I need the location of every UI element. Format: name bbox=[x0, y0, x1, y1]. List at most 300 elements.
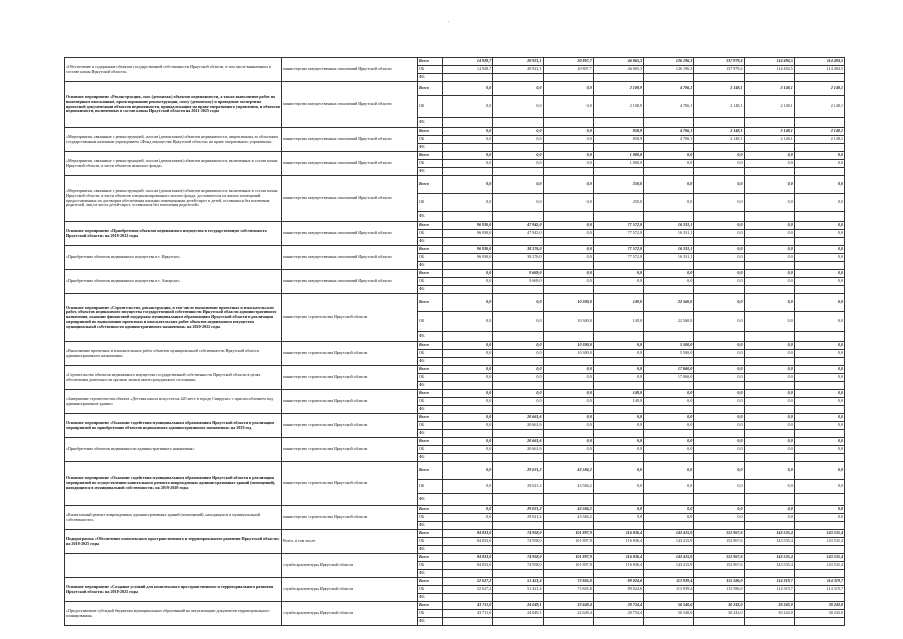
amount-cell: 0,0 bbox=[644, 506, 694, 514]
amount-cell: 0,0 bbox=[443, 294, 493, 312]
amount-cell bbox=[644, 238, 694, 246]
amount-cell: 2 148,1 bbox=[694, 82, 744, 96]
amount-cell: 0,0 bbox=[443, 312, 493, 332]
amount-cell bbox=[443, 168, 493, 176]
amount-cell bbox=[493, 546, 543, 554]
executor-name: министерство строительства Иркутской области bbox=[282, 438, 418, 462]
amount-cell: 2 148,1 bbox=[794, 82, 844, 96]
amount-cell bbox=[644, 358, 694, 366]
amount-cell bbox=[593, 118, 643, 128]
amount-cell: 29 021,2 bbox=[493, 514, 543, 522]
executor-name: министерство имущественных отношений Иркутской области bbox=[282, 152, 418, 176]
funding-source: Всего bbox=[418, 176, 443, 194]
amount-cell bbox=[443, 74, 493, 82]
amount-cell: 126 196,3 bbox=[644, 58, 694, 66]
amount-cell: 22 560,0 bbox=[644, 294, 694, 312]
amount-cell: 4 706,1 bbox=[644, 96, 694, 118]
amount-cell bbox=[493, 522, 543, 530]
amount-cell: 96 930,0 bbox=[443, 230, 493, 238]
amount-cell: 0,0 bbox=[744, 438, 794, 446]
amount-cell: 149,0 bbox=[593, 294, 643, 312]
table-row bbox=[65, 390, 845, 398]
amount-cell: 0,0 bbox=[694, 294, 744, 312]
amount-cell: 0,0 bbox=[694, 342, 744, 350]
activity-name: «Выполнение проектных и изыскательских работ объектов муниципальной собственности Иркутской области административного назначения» bbox=[65, 342, 282, 366]
amount-cell: 0,0 bbox=[744, 270, 794, 278]
amount-cell: 2 148,1 bbox=[794, 96, 844, 118]
amount-cell: 0,0 bbox=[593, 514, 643, 522]
amount-cell: 0,0 bbox=[493, 136, 543, 144]
amount-cell: 0,0 bbox=[493, 374, 543, 382]
executor-name: министерство строительства Иркутской области bbox=[282, 390, 418, 414]
amount-cell bbox=[744, 406, 794, 414]
amount-cell bbox=[493, 430, 543, 438]
amount-cell: 0,0 bbox=[493, 342, 543, 350]
amount-cell bbox=[493, 286, 543, 294]
executor-name: министерство строительства Иркутской области bbox=[282, 462, 418, 506]
amount-cell bbox=[794, 74, 844, 82]
funding-source: ФБ bbox=[418, 570, 443, 578]
amount-cell: 143 535,4 bbox=[794, 562, 844, 570]
amount-cell: 30 243,0 bbox=[794, 610, 844, 618]
amount-cell: 2 148,1 bbox=[744, 136, 794, 144]
amount-cell: 0,0 bbox=[543, 390, 593, 398]
amount-cell: 0,0 bbox=[744, 398, 794, 406]
amount-cell: 38 276,0 bbox=[493, 246, 543, 254]
amount-cell bbox=[644, 618, 694, 626]
table-row bbox=[65, 462, 845, 480]
amount-cell: 0,0 bbox=[644, 414, 694, 422]
funding-source: ФБ bbox=[418, 212, 443, 222]
amount-cell bbox=[794, 430, 844, 438]
amount-cell bbox=[794, 406, 844, 414]
amount-cell: 101 897,9 bbox=[543, 538, 593, 546]
amount-cell: 56 540,6 bbox=[644, 610, 694, 618]
amount-cell bbox=[694, 430, 744, 438]
amount-cell: 152 967,6 bbox=[694, 538, 744, 546]
executor-name: служба архитектуры Иркутской области bbox=[282, 554, 418, 578]
amount-cell: 0,0 bbox=[794, 506, 844, 514]
amount-cell bbox=[593, 358, 643, 366]
amount-cell: 0,0 bbox=[744, 390, 794, 398]
amount-cell: 0,0 bbox=[443, 342, 493, 350]
amount-cell bbox=[593, 212, 643, 222]
amount-cell bbox=[543, 430, 593, 438]
table-row bbox=[65, 176, 845, 194]
amount-cell bbox=[593, 494, 643, 506]
activity-name: «Предоставление субсидий бюджетам муниципальных образований на актуализацию документов территориального планирования» bbox=[65, 602, 282, 626]
amount-cell: 0,0 bbox=[794, 270, 844, 278]
amount-cell: 0,0 bbox=[443, 350, 493, 358]
executor-name: министерство строительства Иркутской области bbox=[282, 342, 418, 366]
amount-cell bbox=[694, 406, 744, 414]
amount-cell: 43 584,2 bbox=[543, 480, 593, 494]
amount-cell bbox=[794, 238, 844, 246]
amount-cell bbox=[443, 358, 493, 366]
amount-cell bbox=[744, 570, 794, 578]
amount-cell bbox=[443, 238, 493, 246]
amount-cell: 0,0 bbox=[443, 278, 493, 286]
amount-cell bbox=[443, 546, 493, 554]
amount-cell: 0,0 bbox=[443, 128, 493, 136]
amount-cell bbox=[543, 74, 593, 82]
amount-cell bbox=[744, 168, 794, 176]
funding-source: ОБ bbox=[418, 136, 443, 144]
amount-cell: 0,0 bbox=[744, 462, 794, 480]
amount-cell bbox=[593, 332, 643, 342]
amount-cell bbox=[794, 546, 844, 554]
executor-name: министерство имущественных отношений Иркутской области bbox=[282, 222, 418, 246]
amount-cell bbox=[794, 570, 844, 578]
funding-source: Всего bbox=[418, 222, 443, 230]
activity-name bbox=[65, 554, 282, 578]
amount-cell bbox=[744, 332, 794, 342]
funding-source: Всего bbox=[418, 82, 443, 96]
amount-cell bbox=[543, 406, 593, 414]
executor-name: министерство строительства Иркутской области bbox=[282, 366, 418, 390]
amount-cell: 0,0 bbox=[543, 152, 593, 160]
amount-cell: 2 148,1 bbox=[794, 128, 844, 136]
amount-cell bbox=[443, 118, 493, 128]
amount-cell bbox=[744, 454, 794, 462]
amount-cell: 16 331,1 bbox=[644, 254, 694, 262]
amount-cell bbox=[794, 332, 844, 342]
amount-cell: 0,0 bbox=[543, 230, 593, 238]
funding-source: ФБ bbox=[418, 546, 443, 554]
table-row bbox=[65, 58, 845, 66]
amount-cell: 0,0 bbox=[794, 480, 844, 494]
funding-source: ФБ bbox=[418, 454, 443, 462]
activity-name: Подпрограмма «Обеспечение комплексного пространственного и территориального развития Иркутской области» на 2018-2025 годы bbox=[65, 530, 282, 554]
table-row bbox=[65, 578, 845, 586]
amount-cell: 20 921,1 bbox=[493, 66, 543, 74]
funding-source: Всего bbox=[418, 342, 443, 350]
table-row bbox=[65, 342, 845, 350]
amount-cell: 17 060,0 bbox=[644, 374, 694, 382]
amount-cell: 0,0 bbox=[443, 270, 493, 278]
amount-cell: 0,0 bbox=[493, 152, 543, 160]
funding-source: ОБ bbox=[418, 586, 443, 594]
amount-cell: 0,0 bbox=[493, 128, 543, 136]
funding-source: ОБ bbox=[418, 374, 443, 382]
amount-cell: 114 494,5 bbox=[744, 58, 794, 66]
amount-cell: 101 897,9 bbox=[543, 562, 593, 570]
amount-cell: 96 930,0 bbox=[443, 222, 493, 230]
funding-source: Всего bbox=[418, 246, 443, 254]
amount-cell: 20 921,1 bbox=[493, 58, 543, 66]
funding-source: ОБ bbox=[418, 538, 443, 546]
amount-cell: 116 836,4 bbox=[593, 530, 643, 538]
amount-cell: 143 535,4 bbox=[744, 538, 794, 546]
amount-cell: 20 661,6 bbox=[493, 414, 543, 422]
table-row bbox=[65, 530, 845, 538]
amount-cell bbox=[694, 358, 744, 366]
amount-cell: 0,0 bbox=[593, 446, 643, 454]
executor-name: министерство имущественных отношений Иркутской области bbox=[282, 246, 418, 270]
amount-cell: 0,0 bbox=[644, 438, 694, 446]
funding-source: ОБ bbox=[418, 562, 443, 570]
funding-source: Всего bbox=[418, 414, 443, 422]
amount-cell: 0,0 bbox=[443, 96, 493, 118]
amount-cell bbox=[744, 594, 794, 602]
amount-cell bbox=[543, 382, 593, 390]
amount-cell: 0,0 bbox=[443, 462, 493, 480]
amount-cell: 0,0 bbox=[694, 480, 744, 494]
amount-cell: 77 572,0 bbox=[593, 254, 643, 262]
table-row bbox=[65, 128, 845, 136]
amount-cell bbox=[443, 286, 493, 294]
amount-cell: 0,0 bbox=[593, 414, 643, 422]
amount-cell bbox=[694, 570, 744, 578]
amount-cell: 115 586,0 bbox=[694, 578, 744, 586]
amount-cell: 0,0 bbox=[443, 136, 493, 144]
amount-cell bbox=[493, 144, 543, 152]
amount-cell: 0,0 bbox=[794, 230, 844, 238]
amount-cell bbox=[593, 168, 643, 176]
funding-source: Всего bbox=[418, 578, 443, 586]
funding-source: ОБ bbox=[418, 514, 443, 522]
amount-cell bbox=[694, 522, 744, 530]
amount-cell: 77 572,0 bbox=[593, 246, 643, 254]
budget-table-body bbox=[65, 58, 845, 626]
amount-cell: 0,0 bbox=[644, 398, 694, 406]
amount-cell: 0,0 bbox=[744, 374, 794, 382]
amount-cell: 0,0 bbox=[744, 294, 794, 312]
amount-cell: 0,0 bbox=[694, 278, 744, 286]
amount-cell: 0,0 bbox=[794, 446, 844, 454]
amount-cell: 10 300,0 bbox=[543, 342, 593, 350]
funding-source: Всего bbox=[418, 152, 443, 160]
amount-cell bbox=[694, 494, 744, 506]
amount-cell: 0,0 bbox=[744, 176, 794, 194]
amount-cell bbox=[694, 454, 744, 462]
amount-cell: 0,0 bbox=[694, 462, 744, 480]
amount-cell: 89 024,6 bbox=[593, 578, 643, 586]
activity-name: «Мероприятия, связанные с реконструкцией, сносом (демонтажем) объектов недвижимости, включенных в состав казны Иркутской области, в части объектов специализированного жилого фонда, доставшегося из жилых помещений, предоставленных по договорам обеспечения жилыми помещениями детей-сирот и детей, оставшихся без попечения родителей, лиц из числа детей-сирот, оставшихся без попечения родителей» bbox=[65, 176, 282, 222]
funding-source: ФБ bbox=[418, 168, 443, 176]
amount-cell bbox=[744, 118, 794, 128]
amount-cell: 0,0 bbox=[694, 246, 744, 254]
amount-cell: 4 706,1 bbox=[644, 128, 694, 136]
executor-name: министерство имущественных отношений Иркутской области bbox=[282, 58, 418, 82]
amount-cell: 20 661,6 bbox=[493, 422, 543, 430]
amount-cell bbox=[593, 238, 643, 246]
executor-name: служба архитектуры Иркутской области bbox=[282, 602, 418, 626]
amount-cell bbox=[493, 494, 543, 506]
amount-cell: 0,0 bbox=[443, 366, 493, 374]
amount-cell: 0,0 bbox=[694, 270, 744, 278]
amount-cell: 0,0 bbox=[543, 136, 593, 144]
amount-cell: 143 535,4 bbox=[794, 538, 844, 546]
funding-source: ОБ bbox=[418, 278, 443, 286]
amount-cell bbox=[543, 212, 593, 222]
amount-cell: 10 300,0 bbox=[543, 350, 593, 358]
amount-cell: 0,0 bbox=[744, 506, 794, 514]
amount-cell: 0,0 bbox=[794, 366, 844, 374]
table-row bbox=[65, 602, 845, 610]
amount-cell bbox=[744, 144, 794, 152]
amount-cell: 116 836,4 bbox=[593, 554, 643, 562]
amount-cell bbox=[493, 212, 543, 222]
amount-cell: 0,0 bbox=[644, 422, 694, 430]
amount-cell bbox=[694, 262, 744, 270]
amount-cell: 43 711,0 bbox=[443, 602, 493, 610]
amount-cell: 0,0 bbox=[493, 82, 543, 96]
amount-cell bbox=[593, 522, 643, 530]
amount-cell: 0,0 bbox=[794, 160, 844, 168]
activity-name: «Капитальный ремонт поврежденных административных зданий (помещений), находящихся в муниципальной собственности» bbox=[65, 506, 282, 530]
amount-cell: 0,0 bbox=[493, 350, 543, 358]
funding-source: ФБ bbox=[418, 286, 443, 294]
amount-cell: 0,0 bbox=[543, 222, 593, 230]
executor-name: министерство строительства Иркутской области bbox=[282, 506, 418, 530]
amount-cell: 29 021,2 bbox=[493, 480, 543, 494]
amount-cell: 47 945,0 bbox=[493, 222, 543, 230]
activity-name: Основное мероприятие «Реконструкция, снос (демонтаж) объектов недвижимости, а также выполнение работ по инженерным изысканиям, проектированию реконструкции, сносу (демонтажу) и проведение экспертизы проектной документации объектов недвижимости, принадлежащих на праве оперативного управления, и объектов недвижимости, включенных в состав казны Иркутской области на 2021-2025 годы bbox=[65, 82, 282, 128]
amount-cell: 43 584,2 bbox=[543, 514, 593, 522]
amount-cell: 152 967,6 bbox=[694, 554, 744, 562]
amount-cell: 4 706,1 bbox=[644, 82, 694, 96]
amount-cell: 0,0 bbox=[593, 438, 643, 446]
funding-source: ФБ bbox=[418, 118, 443, 128]
amount-cell: 0,0 bbox=[694, 222, 744, 230]
amount-cell bbox=[443, 406, 493, 414]
amount-cell: 0,0 bbox=[543, 194, 593, 212]
amount-cell: 30 243,0 bbox=[694, 610, 744, 618]
amount-cell: 0,0 bbox=[443, 506, 493, 514]
amount-cell: 20 807,7 bbox=[543, 58, 593, 66]
amount-cell bbox=[644, 594, 694, 602]
amount-cell: 16 331,1 bbox=[644, 246, 694, 254]
amount-cell: 101 897,9 bbox=[543, 530, 593, 538]
amount-cell: 0,0 bbox=[794, 350, 844, 358]
amount-cell: 0,0 bbox=[443, 398, 493, 406]
funding-source: ОБ bbox=[418, 254, 443, 262]
budget-table bbox=[64, 57, 845, 626]
amount-cell: 29 021,2 bbox=[493, 462, 543, 480]
amount-cell: 0,0 bbox=[543, 398, 593, 406]
amount-cell: 9 669,0 bbox=[493, 278, 543, 286]
amount-cell: 149,0 bbox=[593, 390, 643, 398]
amount-cell: 0,0 bbox=[794, 246, 844, 254]
amount-cell: 0,0 bbox=[744, 446, 794, 454]
amount-cell: 51 421,4 bbox=[493, 578, 543, 586]
table-row bbox=[65, 506, 845, 514]
amount-cell bbox=[794, 454, 844, 462]
amount-cell: 0,0 bbox=[744, 230, 794, 238]
amount-cell bbox=[644, 168, 694, 176]
amount-cell bbox=[644, 212, 694, 222]
amount-cell: 0,0 bbox=[443, 374, 493, 382]
amount-cell: 0,0 bbox=[744, 254, 794, 262]
amount-cell: 0,0 bbox=[644, 462, 694, 480]
amount-cell: 4 706,1 bbox=[644, 136, 694, 144]
amount-cell: 0,0 bbox=[543, 438, 593, 446]
amount-cell bbox=[644, 262, 694, 270]
table-row bbox=[65, 438, 845, 446]
funding-source: ФБ bbox=[418, 358, 443, 366]
funding-source: ФБ bbox=[418, 494, 443, 506]
funding-source: Всего bbox=[418, 530, 443, 538]
amount-cell: 143 535,4 bbox=[744, 554, 794, 562]
amount-cell bbox=[493, 618, 543, 626]
amount-cell: 1 000,0 bbox=[593, 160, 643, 168]
amount-cell: 0,0 bbox=[744, 246, 794, 254]
amount-cell: 0,0 bbox=[644, 270, 694, 278]
amount-cell bbox=[644, 144, 694, 152]
amount-cell: 20 754,4 bbox=[593, 602, 643, 610]
amount-cell: 143 535,4 bbox=[794, 554, 844, 562]
table-row bbox=[65, 270, 845, 278]
amount-cell: 0,0 bbox=[794, 514, 844, 522]
amount-cell: 22 649,4 bbox=[543, 610, 593, 618]
amount-cell bbox=[644, 522, 694, 530]
amount-cell bbox=[443, 212, 493, 222]
amount-cell: 0,0 bbox=[744, 514, 794, 522]
amount-cell bbox=[593, 570, 643, 578]
amount-cell: 84 833,0 bbox=[443, 562, 493, 570]
table-row bbox=[65, 366, 845, 374]
activity-name: Основное мероприятие «Строительство, реконструкция, в том числе выполнение проектных и изыскательских работ, объектов недвижимого имущества государственной собственности Иркутской области административного назначения, оказание финансовой поддержки муниципальным образованиям Иркутской области в реализации мероприятий по выполнению проектных и изыскательских работ объектов недвижимого имущества муниципальной собственности административного назначения» на 2020-2022 годы bbox=[65, 294, 282, 342]
funding-source: ФБ bbox=[418, 238, 443, 246]
funding-source: ОБ bbox=[418, 160, 443, 168]
amount-cell bbox=[744, 522, 794, 530]
amount-cell: 116 836,4 bbox=[593, 538, 643, 546]
amount-cell: 0,0 bbox=[543, 128, 593, 136]
amount-cell: 143 415,9 bbox=[644, 562, 694, 570]
amount-cell bbox=[443, 430, 493, 438]
funding-source: ОБ bbox=[418, 610, 443, 618]
amount-cell: 29 021,2 bbox=[493, 506, 543, 514]
amount-cell: 0,0 bbox=[493, 366, 543, 374]
activity-name: Основное мероприятие «Приобретение объектов недвижимого имущества в государственную собственность Иркутской области» на 2018-2022 годы bbox=[65, 222, 282, 246]
amount-cell: 77 572,0 bbox=[593, 230, 643, 238]
amount-cell: 0,0 bbox=[794, 152, 844, 160]
amount-cell bbox=[493, 570, 543, 578]
amount-cell bbox=[593, 594, 643, 602]
amount-cell bbox=[443, 454, 493, 462]
activity-name: Основное мероприятие «Создание условий для комплексного пространственного и территориального развития Иркутской области» на 2018-2025 годы bbox=[65, 578, 282, 602]
amount-cell: 52 627,2 bbox=[443, 578, 493, 586]
amount-cell: 114 494,5 bbox=[794, 58, 844, 66]
funding-source: ФБ bbox=[418, 522, 443, 530]
amount-cell: 2 148,1 bbox=[744, 96, 794, 118]
amount-cell: 0,0 bbox=[794, 342, 844, 350]
amount-cell: 0,0 bbox=[694, 254, 744, 262]
amount-cell bbox=[593, 144, 643, 152]
amount-cell: 43 584,2 bbox=[543, 462, 593, 480]
funding-source: Всего bbox=[418, 58, 443, 66]
amount-cell bbox=[694, 212, 744, 222]
page-mark: · bbox=[448, 20, 450, 25]
amount-cell bbox=[794, 212, 844, 222]
amount-cell: 0,0 bbox=[593, 366, 643, 374]
amount-cell: 0,0 bbox=[443, 414, 493, 422]
amount-cell: 0,0 bbox=[593, 350, 643, 358]
amount-cell: 115 586,0 bbox=[694, 586, 744, 594]
amount-cell bbox=[794, 358, 844, 366]
amount-cell: 0,0 bbox=[744, 194, 794, 212]
amount-cell: 0,0 bbox=[543, 96, 593, 118]
amount-cell: 14 928,7 bbox=[443, 58, 493, 66]
executor-name: министерство имущественных отношений Иркутской области bbox=[282, 270, 418, 294]
amount-cell bbox=[593, 286, 643, 294]
amount-cell: 89 024,6 bbox=[593, 586, 643, 594]
table-row bbox=[65, 554, 845, 562]
amount-cell bbox=[744, 546, 794, 554]
amount-cell bbox=[794, 286, 844, 294]
amount-cell: 0,0 bbox=[543, 254, 593, 262]
